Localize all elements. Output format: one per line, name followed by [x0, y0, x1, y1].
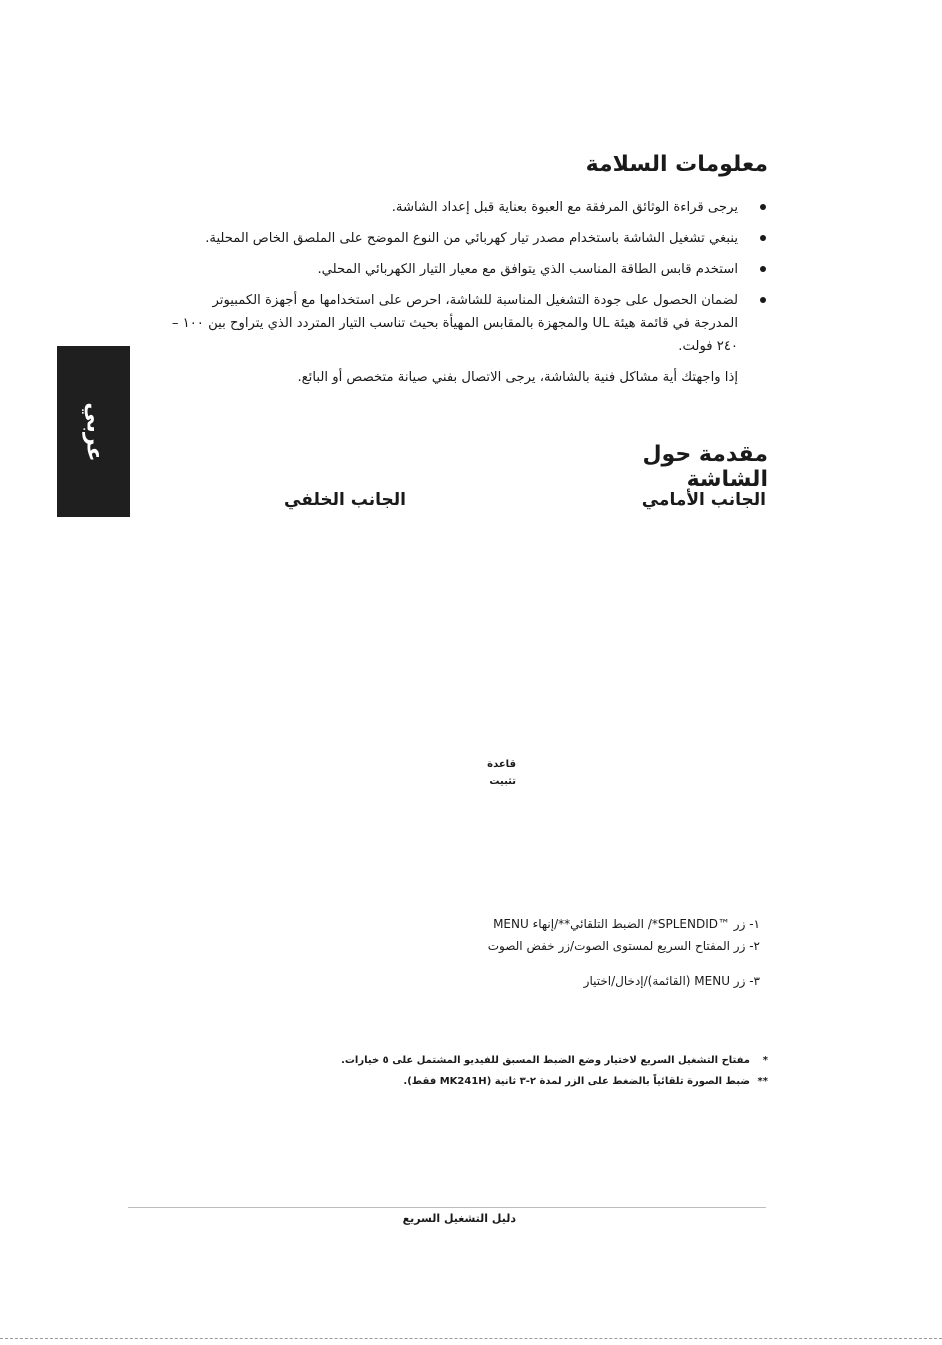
- stand-label: قاعدة تثبيت: [487, 759, 516, 787]
- footnote-1: [330, 1050, 768, 1071]
- front-button-1: ١- زر ™SPLENDID*/ الضبط التلقائي**/إنهاء MENU: [493, 917, 760, 931]
- footnote-2-mark: **: [757, 1076, 768, 1087]
- safety-bullet-1: يرجى قراءة الوثائق المرفقة مع العبوة بعناية قبل إعداد الشاشة.: [165, 196, 770, 219]
- intro-title: مقدمة حول الشاشة: [642, 442, 768, 492]
- safety-note: إذا واجهتك أية مشاكل فنية بالشاشة، يرجى الاتصال بفني صيانة متخصص أو البائع.: [297, 370, 738, 385]
- footer-text: دليل التشغيل السريع: [402, 1212, 516, 1225]
- footnote-2: [330, 1071, 768, 1092]
- footer-rule: [128, 1207, 766, 1208]
- footnote-1-text: مفتاح التشغيل السريع لاختيار وضع الضبط المسبق للفيديو المشتمل على ٥ خيارات.: [341, 1055, 750, 1066]
- front-button-3: ٣- زر MENU (القائمة)/إدخال/اختيار: [583, 974, 760, 988]
- footnotes: [330, 1050, 768, 1092]
- safety-bullet-3: استخدم قابس الطاقة المناسب الذي يتوافق مع معيار التيار الكهربائي المحلي.: [165, 258, 770, 281]
- page-cut-line: [0, 1338, 942, 1339]
- safety-bullet-2: ينبغي تشغيل الشاشة باستخدام مصدر تيار كهربائي من النوع الموضح على الملصق الخاص المحلية.: [165, 227, 770, 250]
- safety-bullet-4: لضمان الحصول على جودة التشغيل المناسبة للشاشة، احرص على استخدامها مع أجهزة الكمبيوتر المدرجة في قائمة هيئة UL والمجهزة بالمقابس المهيأة بحيث تناسب التيار المتردد الذي يتراوح بين ١٠٠ – ٢٤٠ فولت.: [165, 289, 770, 358]
- safety-list: [165, 196, 770, 397]
- front-side-heading: الجانب الأمامي: [641, 490, 766, 510]
- safety-title: معلومات السلامة: [585, 152, 768, 177]
- footnote-1-mark: *: [762, 1055, 768, 1066]
- front-button-2: ٢- زر المفتاح السريع لمستوى الصوت/زر خفض الصوت: [487, 939, 760, 953]
- footnote-2-text: ضبط الصورة تلقائياً بالضغط على الزر لمدة ٢-٣ ثانية (MK241H فقط).: [403, 1076, 750, 1087]
- back-side-heading: الجانب الخلفي: [284, 490, 406, 510]
- language-side-tab: [57, 346, 130, 517]
- language-tab-label: عربي: [81, 401, 106, 462]
